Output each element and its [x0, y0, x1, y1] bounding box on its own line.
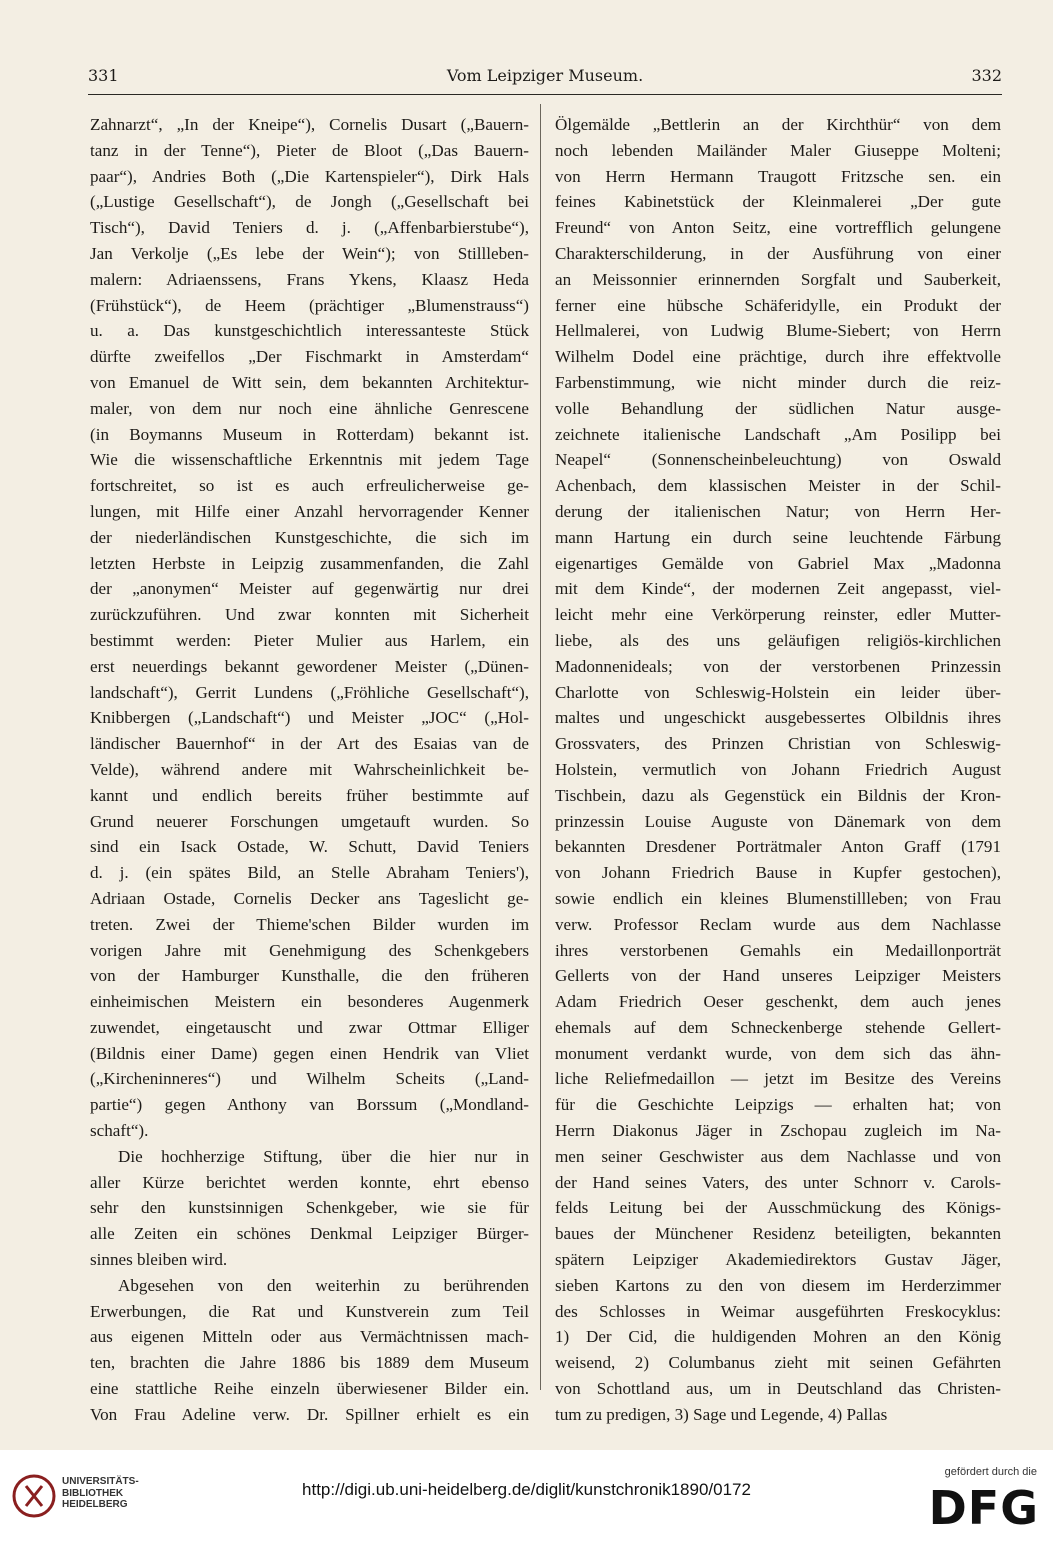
text-line: („Lustige Gesellschaft“), de Jongh („Gesellschaft bei	[90, 192, 529, 212]
text-line: zuwendet, eingetauscht und zwar Ottmar Elliger	[90, 1017, 529, 1037]
text-line: ihres verstorbenen Gemahls ein Medaillonporträt	[555, 940, 1001, 960]
text-line: („Kircheninneres“) und Wilhelm Scheits („Land-	[90, 1069, 529, 1089]
text-line: 1) Der Cid, die huldigenden Mohren an den König	[555, 1327, 1001, 1347]
text-line: sinnes bleiben wird.	[90, 1250, 228, 1270]
text-line: letzten Herbste in Leipzig zusammenfanden, die Zahl	[90, 553, 529, 573]
text-line: Achenbach, dem klassischen Meister in der Schil-	[555, 476, 1001, 496]
text-line: Adam Friedrich Oeser geschenkt, dem auch jenes	[555, 992, 1001, 1012]
header-rule	[88, 94, 1002, 95]
text-line: kannt und endlich bereits früher bestimmte auf	[90, 785, 529, 805]
text-line: paar“), Andries Both („Die Kartenspieler“), Dirk Hals	[90, 166, 529, 186]
text-line: der Hand seines Vaters, des unter Schnorr v. Carols-	[555, 1172, 1001, 1192]
text-line: lungen, mit Hilfe einer Anzahl hervorragender Kenner	[90, 501, 529, 521]
text-line: Knibbergen („Landschaft“) und Meister „JOC“ („Hol-	[90, 708, 529, 728]
text-line: sind ein Isack Ostade, W. Schutt, David Teniers	[90, 837, 529, 857]
text-line: volle Behandlung der südlichen Natur ausge-	[555, 398, 1001, 418]
text-line: u. a. Das kunstgeschichtlich interessanteste Stück	[90, 321, 529, 341]
text-line: von Emanuel de Witt sein, dem bekannten Architektur-	[90, 372, 529, 392]
text-line: Herrn Diakonus Jäger in Zschopau zugleich im Na-	[555, 1121, 1001, 1141]
text-line: eigenartiges Gemälde von Gabriel Max „Madonna	[555, 553, 1001, 573]
text-line: des Schlosses in Weimar ausgeführten Freskocyklus:	[555, 1301, 1001, 1321]
text-line: feines Kabinetstück der Kleinmalerei „Der gute	[555, 192, 1001, 212]
text-line: sehr den kunstsinnigen Schenkgeber, wie sie für	[90, 1198, 529, 1218]
text-line: malern: Adriaenssens, Frans Ykens, Klaasz Heda	[90, 269, 529, 289]
text-line: mit dem Kinde“, der modernen Zeit angepasst, viel-	[555, 579, 1001, 599]
text-line: eine stattliche Reihe einzeln überwiesener Bilder ein.	[90, 1379, 529, 1399]
text-line: ehemals auf dem Schneckenberge stehende Gellert-	[555, 1017, 1001, 1037]
text-line: noch lebenden Mailänder Maler Giuseppe Molteni;	[555, 140, 1001, 160]
text-line: Charakterschilderung, in der Ausführung von einer	[555, 243, 1001, 263]
text-line: der niederländischen Kunstgeschichte, die sich im	[90, 527, 529, 547]
text-line: schaft“).	[90, 1121, 149, 1141]
text-line: Von Frau Adeline verw. Dr. Spillner erhielt es ein	[90, 1404, 529, 1424]
text-line: vorigen Jahre mit Genehmigung des Schenkgebers	[90, 940, 529, 960]
text-line: zeichnete italienische Landschaft „Am Posilipp bei	[555, 424, 1001, 444]
text-line: felds Leitung bei der Ausschmückung des Königs-	[555, 1198, 1001, 1218]
text-line: bestimmt werden: Pieter Mulier aus Harlem, ein	[90, 630, 529, 650]
text-line: alle Zeiten ein schönes Denkmal Leipziger Bürger-	[90, 1224, 529, 1244]
text-line: ferner eine hübsche Schäferidylle, ein Produkt der	[555, 295, 1001, 315]
text-line: tum zu predigen, 3) Sage und Legende, 4) Pallas	[555, 1404, 888, 1424]
text-line: dürfte zweifellos „Der Fischmarkt in Amsterdam“	[90, 347, 529, 367]
text-line: ländischer Bauernhof“ in der Art des Esaias van de	[90, 734, 529, 754]
text-line: Tischbein, dazu als Gegenstück ein Bildnis der Kron-	[555, 785, 1001, 805]
text-line: derung der italienischen Natur; von Herrn Her-	[555, 501, 1001, 521]
text-line: liche Reliefmedaillon — jetzt im Besitze des Vereins	[555, 1069, 1001, 1089]
text-line: für die Geschichte Leipzigs — erhalten hat; von	[555, 1095, 1001, 1115]
text-line: Hellmalerei, von Ludwig Blume-Siebert; von Herrn	[555, 321, 1001, 341]
text-line: baues der Münchener Residenz beteiligten, bekannten	[555, 1224, 1001, 1244]
text-line: Adriaan Ostade, Cornelis Decker ans Tageslicht ge-	[90, 888, 529, 908]
text-line: Farbenstimmung, wie nicht minder durch die reiz-	[555, 372, 1001, 392]
text-line: Ölgemälde „Bettlerin an der Kirchthür“ von dem	[555, 115, 1001, 134]
text-line: Neapel“ (Sonnenscheinbeleuchtung) von Oswald	[555, 450, 1001, 470]
text-line: von der Hamburger Kunsthalle, die den früheren	[90, 966, 529, 986]
text-line: Wie die wissenschaftliche Erkenntnis mit jedem Tage	[90, 450, 529, 470]
text-line: Die hochherzige Stiftung, über die hier nur in	[118, 1146, 529, 1166]
text-line: Tisch“), David Teniers d. j. („Affenbarbierstube“),	[90, 218, 529, 238]
text-line: Abgesehen von den weiterhin zu berührenden	[118, 1275, 529, 1295]
text-line: ten, brachten die Jahre 1886 bis 1889 dem Museum	[90, 1353, 529, 1373]
text-line: erst neuerdings bekannt gewordener Meister („Dünen-	[90, 656, 529, 676]
text-line: Grund neuerer Forschungen umgetauft wurden. So	[90, 811, 529, 831]
text-line: d. j. (ein spätes Bild, an Stelle Abraham Teniers'),	[90, 863, 529, 883]
text-line: treten. Zwei der Thieme'schen Bilder wurden im	[90, 914, 529, 934]
text-line: von Herrn Hermann Traugott Fritzsche sen. ein	[555, 166, 1001, 186]
text-line: von Johann Friedrich Bause in Kupfer gestochen),	[555, 863, 1001, 883]
text-line: landschaft“), Gerrit Lundens („Fröhliche Gesellschaft“),	[90, 682, 529, 702]
text-line: von Schottland aus, um in Deutschland das Christen-	[555, 1379, 1001, 1399]
text-line: Freund“ von Anton Seitz, eine vortrefflich gelungene	[555, 218, 1001, 238]
text-line: maltes und ungeschickt ausgebessertes Olbildnis ihres	[555, 708, 1001, 728]
text-line: monument verdankt wurde, von dem sich das ähn-	[555, 1043, 1001, 1063]
text-line: Gellerts von der Hand unseres Leipziger Meisters	[555, 966, 1001, 986]
footer-bar	[0, 1450, 1053, 1541]
text-line: liebe, als des uns geläufigen religiös-kirchlichen	[555, 630, 1001, 650]
text-line: maler, von dem nur noch eine ähnliche Genrescene	[90, 398, 529, 418]
text-line: Jan Verkolje („Es lebe der Wein“); von Stillleben-	[90, 243, 529, 263]
text-line: verw. Professor Reclam wurde aus dem Nachlasse	[555, 914, 1001, 934]
text-line: einheimischen Meistern ein besonderes Augenmerk	[90, 992, 529, 1012]
text-line: Wilhelm Dodel eine prächtige, durch ihre effektvolle	[555, 347, 1001, 367]
text-line: (in Boymanns Museum in Rotterdam) bekannt ist.	[90, 424, 529, 444]
page-number-right: 332	[971, 66, 1002, 85]
text-line: (Bildnis einer Dame) gegen einen Hendrik van Vliet	[90, 1043, 529, 1063]
text-line: sieben Kartons zu den von diesem im Herderzimmer	[555, 1275, 1001, 1295]
text-line: men seiner Geschwister aus dem Nachlasse und von	[555, 1146, 1001, 1166]
text-line: an Meissonnier erinnernden Sorgfalt und Sauberkeit,	[555, 269, 1001, 289]
running-title: Vom Leipziger Museum.	[446, 66, 644, 85]
text-line: Madonnenideals; von der verstorbenen Prinzessin	[555, 656, 1001, 676]
text-line: partie“) gegen Anthony van Borssum („Mondland-	[90, 1095, 529, 1115]
text-line: Charlotte von Schleswig-Holstein ein leider über-	[555, 682, 1001, 702]
text-line: (Frühstück“), de Heem (prächtiger „Blumenstrauss“)	[90, 295, 529, 315]
left-column	[90, 112, 529, 1424]
text-line: bekannten Dresdener Porträtmaler Anton Graff (1791	[555, 837, 1001, 857]
text-line: aus eigenen Mitteln oder aus Vermächtnissen mach-	[90, 1327, 529, 1347]
funding-note: gefördert durch die	[944, 1466, 1037, 1478]
source-url-link[interactable]: http://digi.ub.uni-heidelberg.de/diglit/kunstchronik1890/0172	[302, 1480, 751, 1499]
text-line: fortschreitet, so ist es auch erfreulicherweise ge-	[90, 476, 529, 496]
text-line: aller Kürze berichtet werden konnte, ehrt ebenso	[90, 1172, 529, 1192]
text-line: Zahnarzt“, „In der Kneipe“), Cornelis Dusart („Bauern-	[90, 115, 529, 134]
text-line: mann Hartung ein durch seine leuchtende Färbung	[555, 527, 1001, 547]
text-line: leicht mehr eine Verkörperung reinster, edler Mutter-	[555, 605, 1001, 625]
text-line: prinzessin Louise Auguste von Dänemark von dem	[555, 811, 1001, 831]
dfg-logo: DFG	[928, 1481, 1039, 1535]
right-column	[555, 112, 1001, 1424]
text-line: der „anonymen“ Meister auf gegenwärtig nur drei	[90, 579, 529, 599]
text-line: Holstein, vermutlich von Johann Friedrich August	[555, 759, 1001, 779]
text-line: zurückzuführen. Und zwar konnten mit Sicherheit	[90, 605, 529, 625]
page-number-left: 331	[88, 66, 119, 85]
library-line-1: UNIVERSITÄTS-	[62, 1476, 139, 1487]
text-line: spätern Leipziger Akademiedirektors Gustav Jäger,	[555, 1250, 1001, 1270]
text-line: weisend, 2) Columbanus zieht mit seinen Gefährten	[555, 1353, 1001, 1373]
text-line: Erwerbungen, die Rat und Kunstverein zum Teil	[90, 1301, 529, 1321]
text-line: Grossvaters, des Prinzen Christian von Schleswig-	[555, 734, 1001, 754]
library-line-2: BIBLIOTHEK	[62, 1487, 124, 1499]
text-line: Velde), während andere mit Wahrscheinlichkeit be-	[90, 759, 529, 779]
column-separator	[540, 104, 541, 1390]
text-line: tanz in der Tenne“), Pieter de Bloot („Das Bauern-	[90, 140, 529, 160]
text-line: sowie endlich ein kleines Blumenstillleben; von Frau	[555, 888, 1001, 908]
library-line-3: HEIDELBERG	[62, 1499, 128, 1510]
running-header	[88, 66, 1002, 96]
